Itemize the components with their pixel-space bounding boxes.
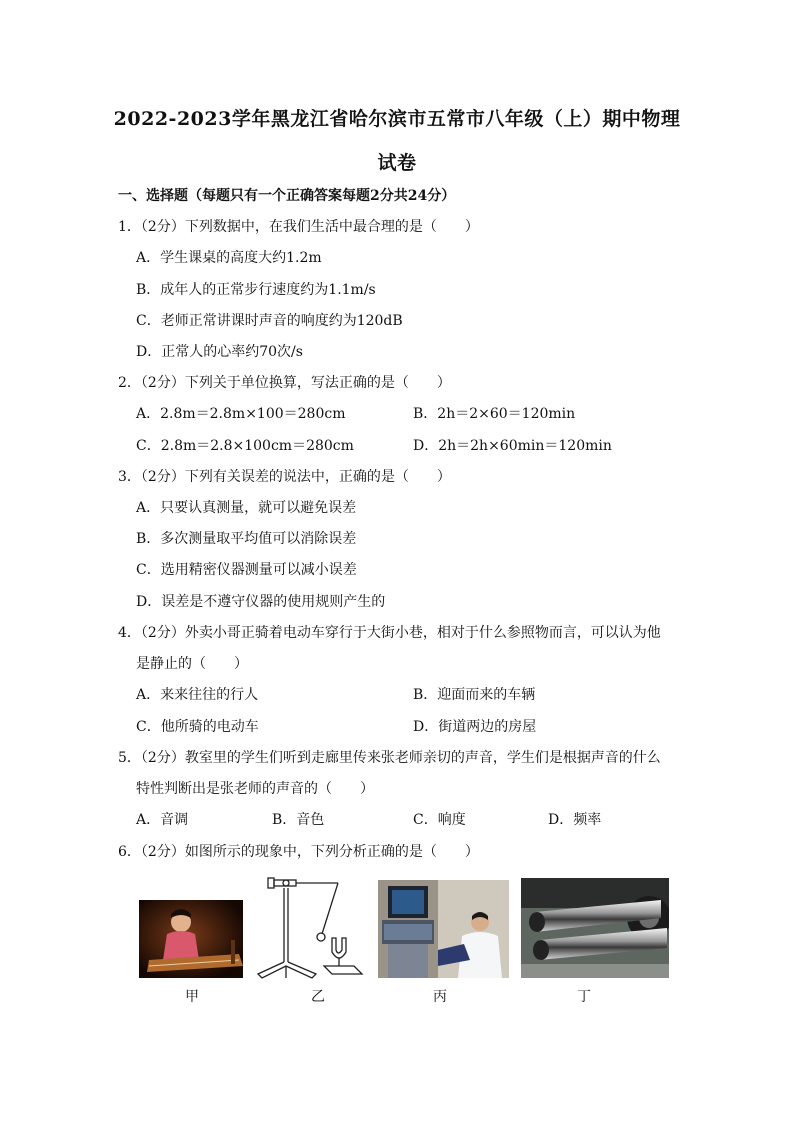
figure-label-yi: 乙 — [311, 989, 325, 1005]
question-4-option-b: B．迎面而来的车辆 — [413, 687, 536, 703]
motorcycle-exhaust-photo — [521, 878, 669, 978]
question-3-option-d: D．误差是不遵守仪器的使用规则产生的 — [136, 594, 386, 610]
question-5-stem-continued: 特性判断出是张老师的声音的（ ） — [136, 781, 374, 797]
question-1-option-a: A．学生课桌的高度大约1.2m — [136, 250, 322, 266]
question-5-option-b: B．音色 — [272, 812, 325, 828]
question-1-stem: 1．（2分）下列数据中，在我们生活中最合理的是（ ） — [118, 219, 479, 235]
page-title: 2022-2023学年黑龙江省哈尔滨市五常市八年级（上）期中物理 — [113, 108, 681, 130]
question-1-option-b: B．成年人的正常步行速度约为1.1m/s — [136, 282, 376, 298]
question-2-stem: 2．（2分）下列关于单位换算，写法正确的是（ ） — [118, 375, 451, 391]
page-title-continued: 试卷 — [377, 152, 417, 174]
question-3-option-b: B．多次测量取平均值可以消除误差 — [136, 531, 357, 547]
question-4-option-d: D．街道两边的房屋 — [413, 719, 537, 735]
question-1-option-c: C．老师正常讲课时声音的响度约为120dB — [136, 313, 403, 329]
question-5-option-a: A．音调 — [136, 812, 189, 828]
question-5-option-d: D．频率 — [548, 812, 602, 828]
figure-label-bing: 丙 — [433, 989, 447, 1005]
question-5-stem: 5．（2分）教室里的学生们听到走廊里传来张老师亲切的声音，学生们是根据声音的什么 — [118, 750, 661, 766]
figure-label-ding: 丁 — [577, 989, 591, 1005]
question-6-stem: 6．（2分）如图所示的现象中，下列分析正确的是（ ） — [118, 844, 479, 860]
guzheng-player-photo — [139, 900, 243, 978]
question-5-option-c: C．响度 — [413, 812, 466, 828]
section-heading: 一、选择题（每题只有一个正确答案每题2分共24分） — [118, 188, 456, 204]
question-1-option-d: D．正常人的心率约70次/s — [136, 344, 303, 360]
question-3-option-c: C．选用精密仪器测量可以减小误差 — [136, 562, 357, 578]
question-2-option-c: C．2.8m＝2.8×100cm＝280cm — [136, 438, 354, 454]
question-2-option-a: A．2.8m＝2.8m×100＝280cm — [136, 406, 346, 422]
question-2-option-b: B．2h＝2×60＝120min — [413, 406, 576, 422]
tuning-fork-pendulum-diagram — [254, 874, 366, 980]
question-4-option-a: A．来来往往的行人 — [136, 687, 259, 703]
question-4-stem-continued: 是静止的（ ） — [136, 656, 248, 672]
question-4-stem: 4．（2分）外卖小哥正骑着电动车穿行于大街小巷，相对于什么参照物而言，可以认为他 — [118, 625, 661, 641]
question-3-stem: 3．（2分）下列有关误差的说法中，正确的是（ ） — [118, 469, 451, 485]
question-4-option-c: C．他所骑的电动车 — [136, 719, 259, 735]
figure-label-jia: 甲 — [185, 989, 199, 1005]
question-2-option-d: D．2h＝2h×60min＝120min — [413, 438, 612, 454]
question-3-option-a: A．只要认真测量，就可以避免误差 — [136, 500, 357, 516]
ultrasound-doctor-photo — [378, 880, 509, 978]
